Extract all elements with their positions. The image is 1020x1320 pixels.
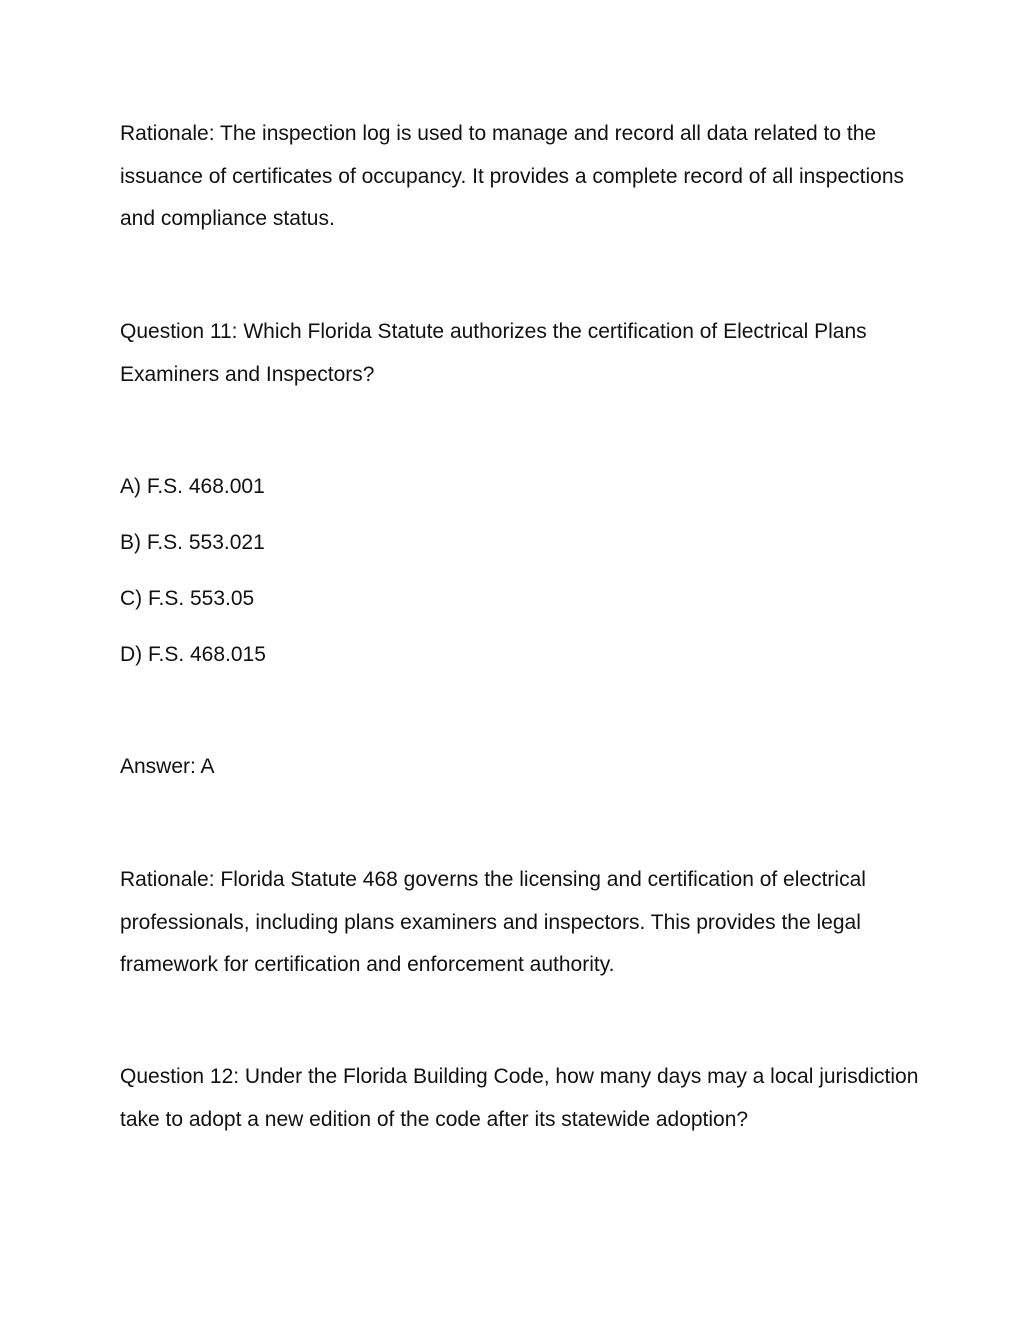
answer-option: A) F.S. 468.001 <box>120 475 265 498</box>
answer-option: D) F.S. 468.015 <box>120 643 266 666</box>
rationale-text: Rationale: Florida Statute 468 governs the licensing and certification of electrical professionals, including plans examiners and inspectors. This provides the legal framework for certification and enforcement authority. <box>120 868 866 976</box>
answer-option: C) F.S. 553.05 <box>120 587 255 610</box>
answer-text: Answer: A <box>120 755 215 778</box>
rationale-text: Rationale: The inspection log is used to manage and record all data related to the issuance of certificates of occupancy. It provides a complete record of all inspections and compliance status. <box>120 122 905 230</box>
question-text: Question 12: Under the Florida Building Code, how many days may a local jurisdiction take to adopt a new edition of the code after its statewide adoption? <box>120 1065 919 1131</box>
answer-option: B) F.S. 553.021 <box>120 531 265 554</box>
question-text: Question 11: Which Florida Statute authorizes the certification of Electrical Plans Examiners and Inspectors? <box>120 320 867 386</box>
